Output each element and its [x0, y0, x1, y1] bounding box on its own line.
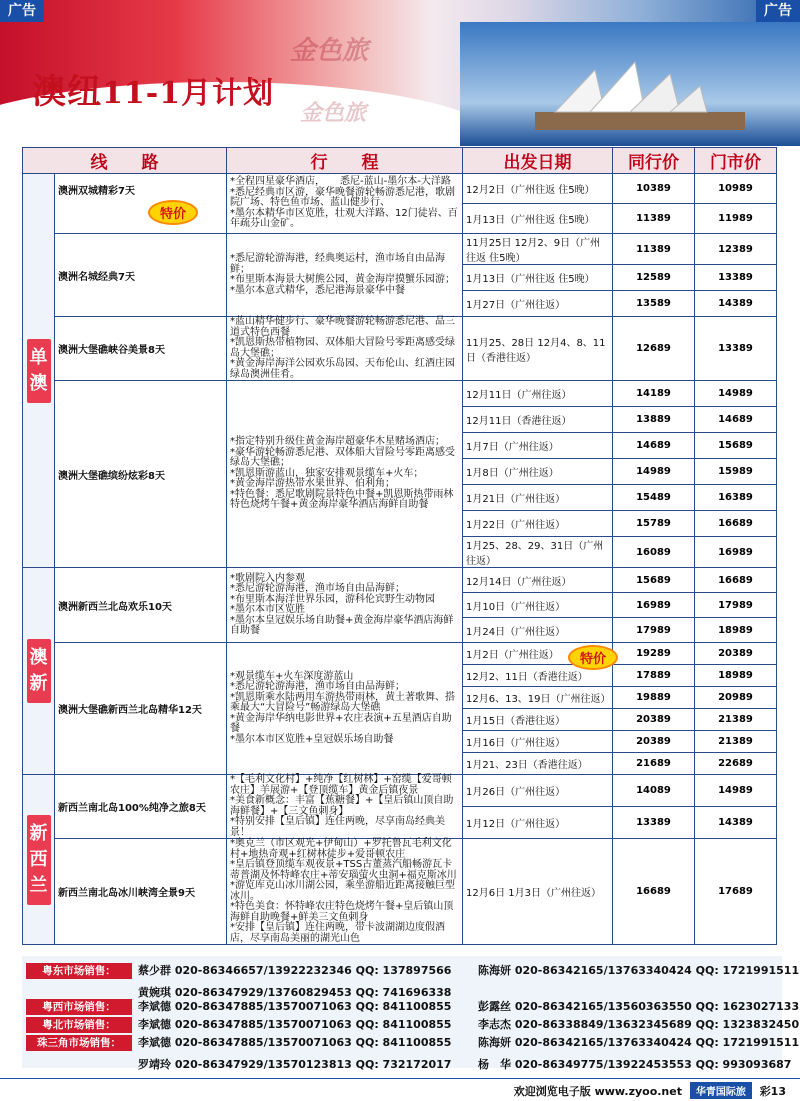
- itinerary-cell: [227, 643, 463, 775]
- itinerary-line: *墨尔本皇冠娱乐场自助餐+黄金海岸豪华酒店海鲜自助餐: [230, 614, 454, 636]
- market-tag: 珠三角市场销售：: [26, 1035, 132, 1051]
- retail-price: 17989: [695, 593, 777, 618]
- table-row: [23, 839, 777, 945]
- itinerary-cell: [227, 839, 463, 945]
- route-name: 澳洲大堡礁缤纷炫彩8天: [58, 470, 165, 482]
- contact-right: 陈海妍 020-86342165/13763340424 QQ: 1721991511: [478, 964, 800, 977]
- departure-date: 1月22日（广州往返）: [463, 511, 613, 537]
- footer-text: [514, 1082, 786, 1099]
- peer-price: 11389: [613, 234, 695, 265]
- table-row: [23, 568, 777, 593]
- itinerary-line: *悉尼游轮游海港，渔市场自由品海鲜；: [230, 583, 405, 594]
- retail-price: 10989: [695, 174, 777, 204]
- route-name-cell: [55, 839, 227, 945]
- route-name-cell: [55, 174, 227, 234]
- itinerary-line: *布里斯本海洋世界乐园，游科伦宾野生动物园: [230, 593, 435, 605]
- peer-price: 19889: [613, 687, 695, 709]
- page-title: [32, 64, 274, 113]
- retail-price: 13389: [695, 265, 777, 291]
- table-row: [23, 174, 777, 204]
- company-logo: 华青国际旅: [690, 1082, 752, 1099]
- departure-date: 1月16日（广州往返）: [463, 731, 613, 753]
- header-itinerary: 行 程: [227, 148, 463, 174]
- region-cell: [23, 775, 55, 945]
- header-route: 线 路: [23, 148, 227, 174]
- itinerary-line: *黄金海岸游热带水果世界、伯利角；: [230, 478, 395, 490]
- header-peer-price: 同行价: [613, 148, 695, 174]
- special-price-badge: 特价: [568, 645, 618, 670]
- contact-row: [26, 998, 800, 1016]
- route-name: 新西兰南北岛冰川峡湾全景9天: [58, 888, 195, 899]
- table-row: [23, 381, 777, 407]
- route-name: 澳洲大堡礁峡谷美景8天: [58, 345, 165, 356]
- itinerary-line: *特色餐：悉尼歌剧院景特色中餐+凯恩斯热带雨林特色烧烤午餐+黄金海岸豪华酒店海鲜自助餐: [230, 488, 454, 511]
- retail-price: 17689: [695, 839, 777, 945]
- peer-price: 14189: [613, 381, 695, 407]
- peer-price: 11389: [613, 204, 695, 234]
- retail-price: 13389: [695, 317, 777, 381]
- itinerary-line: *特别安排【皇后镇】连住两晚，尽享南岛经典美景！: [230, 816, 445, 838]
- contact-left: 李斌德 020-86347885/13570071063 QQ: 841100855: [138, 1018, 452, 1031]
- table-row: [23, 317, 777, 381]
- itinerary-line: *【毛利文化村】+纯净【红树林】+窑缆【爱哥顿农庄】羊展游+【登顶缆车】黄金后镇夜景: [230, 774, 452, 796]
- ad-tag-right: 广告: [756, 0, 800, 22]
- peer-price: 17989: [613, 618, 695, 643]
- region-label: 单澳: [27, 339, 51, 403]
- table-row: [23, 234, 777, 265]
- region-label: 澳新: [27, 639, 51, 703]
- itinerary-cell: [227, 317, 463, 381]
- itinerary-line: *皇后镇登顶缆车观夜景+TSS古董蒸汽船畅游瓦卡蒂普湖及怀特峰农庄+蒂安瑙萤火虫洞+福克斯冰川: [230, 859, 457, 881]
- departure-date: 1月21、23日（香港往返）: [463, 753, 613, 775]
- region-cell: [23, 174, 55, 568]
- contact-row: [26, 962, 800, 980]
- peer-price: 13389: [613, 807, 695, 839]
- retail-price: 15989: [695, 459, 777, 485]
- departure-date: 11月25日 12月2、9日（广州往返 住5晚）: [463, 234, 613, 265]
- contact-right: 彭露丝 020-86342165/13560363550 QQ: 1623027133: [478, 1000, 800, 1013]
- title-sub: 11-1月计划: [102, 76, 275, 111]
- route-name-cell: [55, 234, 227, 317]
- peer-price: 15789: [613, 511, 695, 537]
- peer-price: 14689: [613, 433, 695, 459]
- route-name: 新西兰南北岛100%纯净之旅8天: [58, 803, 206, 814]
- watermark-bottom: 金色旅: [300, 101, 367, 126]
- peer-price: 12689: [613, 317, 695, 381]
- route-name-cell: [55, 381, 227, 568]
- retail-price: 20389: [695, 643, 777, 665]
- itinerary-line: *凯恩斯热带植物园、双体船大冒险号零距离感受绿岛大堡礁；: [230, 337, 455, 359]
- header-retail-price: 门市价: [695, 148, 777, 174]
- region-cell: [23, 568, 55, 775]
- departure-date: 1月25、28、29、31日（广州往返）: [463, 537, 613, 568]
- retail-price: 14989: [695, 381, 777, 407]
- itinerary-line: *布里斯本海景大树熊公园，黄金海岸摸蟹乐园游；: [230, 274, 455, 285]
- retail-price: 14989: [695, 775, 777, 807]
- contact-left: 黄婉琪 020-86347929/13760829453 QQ: 741696338: [138, 986, 452, 999]
- retail-price: 18989: [695, 618, 777, 643]
- contact-right: 杨 华 020-86349775/13922453553 QQ: 993093687: [478, 1058, 792, 1071]
- peer-price: 16689: [613, 839, 695, 945]
- contact-row: [26, 980, 778, 998]
- departure-date: 11月25、28日 12月4、8、11日（香港往返）: [463, 317, 613, 381]
- departure-date: 1月2日（广州往返）: [463, 643, 613, 665]
- itinerary-line: *特色美食：怀特峰农庄特色烧烤午餐+皇后镇山顶海鲜自助晚餐+鲜美三文鱼刺身: [230, 901, 454, 923]
- itinerary-line: *墨尔本精华市区览胜，壮观大洋路、12门徒岩、百年疏芬山金矿。: [230, 207, 458, 230]
- ad-tag-left: 广告: [0, 0, 44, 22]
- itinerary-line: *豪华游轮畅游悉尼港、双体船大冒险号零距离感受绿岛大堡礁；: [230, 446, 455, 469]
- departure-date: 1月8日（广州往返）: [463, 459, 613, 485]
- retail-price: 14689: [695, 407, 777, 433]
- sales-contacts: [22, 956, 800, 1071]
- itinerary-line: *安排【皇后镇】连住两晚，带卡波湖湖边度假酒店，尽享南岛美丽的湖光山色: [230, 922, 445, 944]
- peer-price: 13889: [613, 407, 695, 433]
- departure-date: 12月11日（广州往返）: [463, 381, 613, 407]
- region-label: 新西兰: [27, 815, 51, 905]
- contact-right: 陈海妍 020-86342165/13763340424 QQ: 1721991511: [478, 1036, 800, 1049]
- peer-price: 12589: [613, 265, 695, 291]
- departure-date: 1月10日（广州往返）: [463, 593, 613, 618]
- departure-date: 1月15日（香港往返）: [463, 709, 613, 731]
- title-main: 澳纽: [32, 72, 102, 112]
- route-name: 澳洲双城精彩7天: [58, 186, 135, 197]
- departure-date: 1月21日（广州往返）: [463, 485, 613, 511]
- itinerary-line: *指定特别升级住黄金海岸超豪华木星赌场酒店；: [230, 436, 445, 448]
- departure-date: 1月13日（广州往返 住5晚）: [463, 204, 613, 234]
- itinerary-line: *悉尼游轮游海港，经典奥运村，渔市场自由品海鲜；: [230, 253, 445, 275]
- table-row: [23, 775, 777, 807]
- peer-price: 13589: [613, 291, 695, 317]
- peer-price: 14989: [613, 459, 695, 485]
- departure-date: 12月2、11日（香港往返）: [463, 665, 613, 687]
- contact-left: 蔡少群 020-86346657/13922232346 QQ: 137897566: [138, 964, 452, 977]
- market-tag: 粤东市场销售：: [26, 963, 132, 979]
- tour-table: [22, 147, 777, 945]
- peer-price: 14089: [613, 775, 695, 807]
- departure-date: 1月27日（广州往返）: [463, 291, 613, 317]
- retail-price: 16389: [695, 485, 777, 511]
- opera-house-icon: [535, 60, 745, 130]
- contact-left: 李斌德 020-86347885/13570071063 QQ: 841100855: [138, 1000, 452, 1013]
- itinerary-line: *美食新概念：丰富【蕉糖餐】+【皇后镇山顶自助海鲜餐】+【三文鱼刺身】: [230, 795, 454, 817]
- itinerary-cell: [227, 568, 463, 643]
- retail-price: 16689: [695, 511, 777, 537]
- contact-left: 罗靖玲 020-86347929/13570123813 QQ: 732172017: [138, 1058, 452, 1071]
- retail-price: 22689: [695, 753, 777, 775]
- contact-right: 李志杰 020-86338849/13632345689 QQ: 1323832450: [478, 1018, 800, 1031]
- peer-price: 16989: [613, 593, 695, 618]
- route-name: 澳洲名城经典7天: [58, 271, 135, 283]
- itinerary-line: *凯恩斯乘水陆两用车游热带雨林，黄土著歌舞、搭乘最大“大冒险号”畅游绿岛大堡礁: [230, 691, 455, 714]
- itinerary-cell: [227, 174, 463, 234]
- itinerary-line: *黄金海岸海洋公园欢乐岛园、天布伦山、红酒庄园绿岛澳洲佳肴。: [230, 358, 455, 380]
- itinerary-line: *悉尼经典市区游，豪华晚餐游轮畅游悉尼港，歌剧院广场、特色鱼市场、蓝山健步行、: [230, 186, 455, 209]
- departure-date: 1月26日（广州往返）: [463, 775, 613, 807]
- itinerary-line: *观景缆车+火车深度游蓝山: [230, 670, 354, 682]
- departure-date: 12月11日（香港往返）: [463, 407, 613, 433]
- itinerary-cell: [227, 775, 463, 839]
- retail-price: 20989: [695, 687, 777, 709]
- route-name-cell: [55, 775, 227, 839]
- route-name-cell: [55, 568, 227, 643]
- retail-price: 11989: [695, 204, 777, 234]
- market-tag: 粤北市场销售：: [26, 1017, 132, 1033]
- itinerary-line: *游览库克山冰川湖公园，乘坐游船近距离接触巨型冰川。: [230, 880, 455, 902]
- itinerary-line: *歌剧院入内参观: [230, 572, 305, 584]
- header-departure: 出发日期: [463, 148, 613, 174]
- peer-price: 21689: [613, 753, 695, 775]
- itinerary-cell: [227, 234, 463, 317]
- route-name-cell: [55, 317, 227, 381]
- departure-date: 12月6、13、19日（广州往返）: [463, 687, 613, 709]
- itinerary-cell: [227, 381, 463, 568]
- itinerary-line: *墨尔本市区览胜: [230, 604, 305, 615]
- peer-price: 20389: [613, 709, 695, 731]
- retail-price: 15689: [695, 433, 777, 459]
- peer-price: 15689: [613, 568, 695, 593]
- route-name: 澳洲大堡礁新西兰北岛精华12天: [58, 705, 202, 716]
- website-text[interactable]: 欢迎浏览电子版 www.zyoo.net: [513, 1085, 682, 1098]
- itinerary-line: *墨尔本市区览胜+皇冠娱乐场自助餐: [230, 733, 394, 745]
- special-price-badge: 特价: [148, 200, 198, 225]
- retail-price: 18989: [695, 665, 777, 687]
- itinerary-line: *凯恩斯游蓝山，独家安排观景缆车+火车；: [230, 467, 424, 479]
- route-name-cell: [55, 643, 227, 775]
- departure-date: 12月6日 1月3日（广州往返）: [463, 839, 613, 945]
- table-row: [23, 643, 777, 665]
- retail-price: 16989: [695, 537, 777, 568]
- retail-price: 21389: [695, 709, 777, 731]
- departure-date: 1月24日（广州往返）: [463, 618, 613, 643]
- contact-row: [26, 1052, 792, 1071]
- departure-date: 1月13日（广州往返 住5晚）: [463, 265, 613, 291]
- page-number: 彩13: [759, 1085, 786, 1098]
- page-footer: [0, 1078, 800, 1101]
- peer-price: 15489: [613, 485, 695, 511]
- watermark-top: 金色旅: [290, 36, 369, 66]
- peer-price: 16089: [613, 537, 695, 568]
- table-header-row: [23, 148, 777, 174]
- itinerary-line: *奥克兰（市区观光+伊甸山）+罗托鲁瓦毛利文化村+地热奇观+红树林徒步+爱哥顿农庄: [230, 838, 452, 860]
- departure-date: 12月2日（广州往返 住5晚）: [463, 174, 613, 204]
- route-name: 澳洲新西兰北岛欢乐10天: [58, 601, 172, 613]
- retail-price: 16689: [695, 568, 777, 593]
- peer-price: 10389: [613, 174, 695, 204]
- retail-price: 14389: [695, 807, 777, 839]
- header-banner: [0, 0, 800, 146]
- contact-left: 李斌德 020-86347885/13570071063 QQ: 841100855: [138, 1036, 452, 1049]
- retail-price: 14389: [695, 291, 777, 317]
- itinerary-line: *悉尼游轮游海港，渔市场自由品海鲜；: [230, 681, 405, 693]
- market-tag: 粤西市场销售：: [26, 999, 132, 1015]
- itinerary-line: *全程四星豪华酒店， 悉尼-蓝山-墨尔本-大洋路: [230, 176, 451, 188]
- departure-date: 1月12日（广州往返）: [463, 807, 613, 839]
- retail-price: 12389: [695, 234, 777, 265]
- contact-row: [26, 1016, 800, 1034]
- retail-price: 21389: [695, 731, 777, 753]
- itinerary-line: *蓝山精华健步行、豪华晚餐游轮畅游悉尼港、品三道式特色西餐: [230, 316, 455, 338]
- itinerary-line: *黄金海岸华纳电影世界+农庄表演+五星酒店自助餐: [230, 712, 452, 735]
- peer-price: 19289: [613, 643, 695, 665]
- departure-date: 12月14日（广州往返）: [463, 568, 613, 593]
- contact-row: [26, 1034, 800, 1052]
- departure-date: 1月7日（广州往返）: [463, 433, 613, 459]
- itinerary-line: *墨尔本意式精华，悉尼港海景豪华中餐: [230, 284, 405, 296]
- peer-price: 17889: [613, 665, 695, 687]
- peer-price: 20389: [613, 731, 695, 753]
